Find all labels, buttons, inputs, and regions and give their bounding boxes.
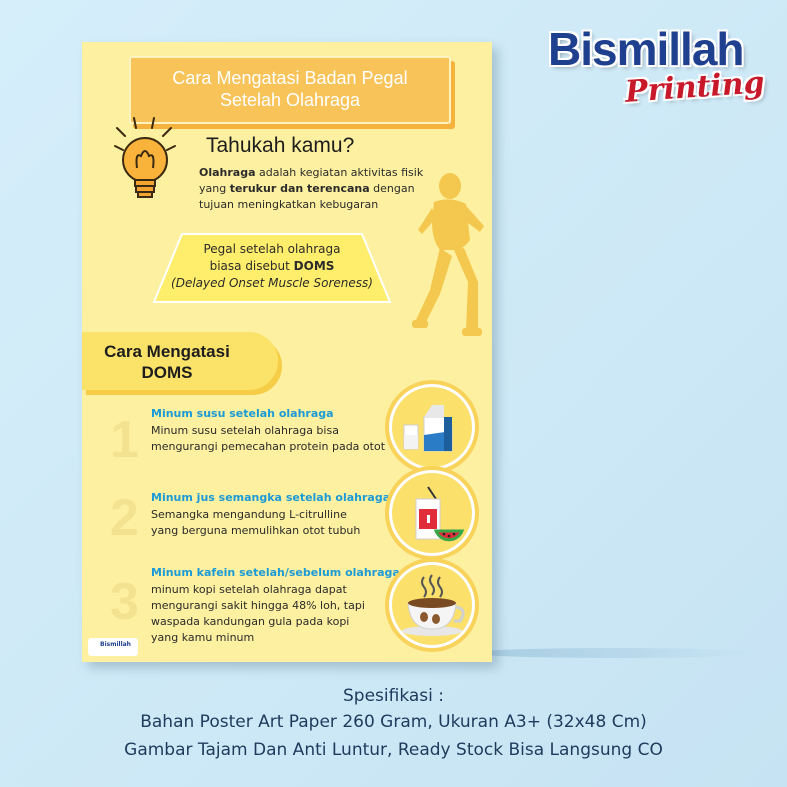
tip-description-line: mengurangi pemecahan protein pada otot xyxy=(151,440,386,453)
intro-text-part2: yang xyxy=(199,182,230,195)
spec-heading: Spesifikasi : xyxy=(342,686,444,706)
mini-brand-name: Bismillah xyxy=(100,641,131,648)
intro-text-part3: dengan xyxy=(369,182,415,195)
intro-keyword-terukur: terukur dan terencana xyxy=(229,182,370,195)
spec-line1: Bahan Poster Art Paper 260 Gram, Ukuran A3+ (32x48 Cm) xyxy=(140,712,647,732)
tip-title: Minum kafein setelah/sebelum olahraga xyxy=(151,566,400,579)
section-heading-line2: DOMS xyxy=(141,363,193,382)
intro-keyword-olahraga: Olahraga xyxy=(199,166,256,179)
doms-callout xyxy=(152,232,392,304)
tip-description xyxy=(151,423,396,455)
tip-number: 1 xyxy=(110,411,139,469)
doms-line2-text: biasa disebut xyxy=(209,259,294,273)
tip-description-line: waspada kandungan gula pada kopi xyxy=(151,615,350,628)
tip-description-line: minum kopi setelah olahraga dapat xyxy=(151,583,347,596)
coffee-cup-icon xyxy=(392,565,472,645)
section-heading-box xyxy=(82,332,278,390)
doms-acronym: DOMS xyxy=(293,259,335,273)
tip-description-line: yang kamu minum xyxy=(151,631,255,644)
doms-line3: (Delayed Onset Muscle Soreness) xyxy=(171,276,373,290)
milk-icon xyxy=(392,387,472,467)
tip-description xyxy=(151,582,396,646)
spec-line2: Gambar Tajam Dan Anti Luntur, Ready Stock Bisa Langsung CO xyxy=(124,740,663,760)
poster-title-line2: Setelah Olahraga xyxy=(219,90,361,110)
poster-floor-shadow xyxy=(470,648,760,658)
tip-title: Minum jus semangka setelah olahraga xyxy=(151,491,391,504)
brand-logo xyxy=(540,22,765,112)
tip-number: 2 xyxy=(110,489,139,547)
tip-description xyxy=(151,507,396,539)
runner-silhouette-icon xyxy=(410,170,490,346)
brand-tagline: Printing xyxy=(623,65,766,110)
section-heading-line1: Cara Mengatasi xyxy=(104,342,230,361)
tip-title: Minum susu setelah olahraga xyxy=(151,407,334,420)
coffee-cup-icon-circle xyxy=(389,562,475,648)
mini-brand-logo xyxy=(88,638,138,656)
watermelon-juice-icon xyxy=(392,473,472,553)
watermelon-juice-icon-circle xyxy=(389,470,475,556)
doms-line2 xyxy=(152,258,392,275)
tip-description-line: Minum susu setelah olahraga bisa xyxy=(151,424,339,437)
milk-icon-circle xyxy=(389,384,475,470)
intro-text-part4: tujuan meningkatkan kebugaran xyxy=(199,198,379,211)
tip-description-line: Semangka mengandung L-citrulline xyxy=(151,508,347,521)
poster-title-box xyxy=(129,56,451,124)
poster xyxy=(82,42,492,662)
doms-line1: Pegal setelah olahraga xyxy=(203,242,341,256)
brand-name: Bismillah xyxy=(548,23,744,75)
poster-title-line1: Cara Mengatasi Badan Pegal xyxy=(172,68,408,88)
lightbulb-icon xyxy=(107,116,192,206)
tip-description-line: mengurangi sakit hingga 48% loh, tapi xyxy=(151,599,365,612)
intro-text-part1: adalah kegiatan aktivitas fisik xyxy=(255,166,424,179)
tip-number: 3 xyxy=(110,573,139,631)
heading-tahukah: Tahukah kamu? xyxy=(206,134,355,157)
tip-description-line: yang berguna memulihkan otot tubuh xyxy=(151,524,361,537)
